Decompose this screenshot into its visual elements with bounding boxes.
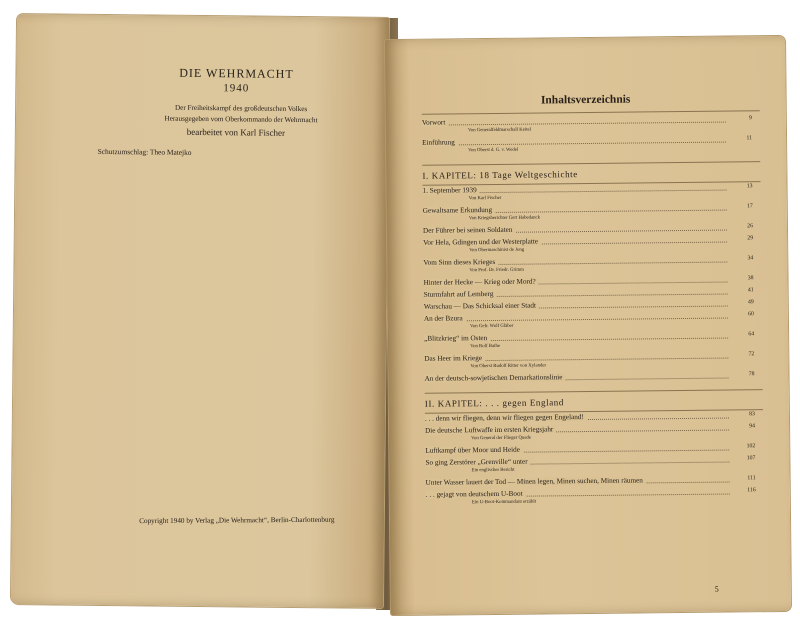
toc-entry-page: 83: [749, 411, 755, 418]
toc-entry-title: Sturmfahrt auf Lemberg: [424, 290, 497, 299]
editor-line: bearbeitet von Karl Fischer: [186, 126, 286, 138]
page-number: 5: [714, 584, 719, 594]
leader-dots: [422, 142, 726, 146]
leader-dots: [424, 318, 728, 322]
left-page: [11, 14, 389, 608]
toc-entry-author: Von Karl Fischer: [468, 195, 502, 202]
toc-entry-title: Vom Sinn dieses Krieges: [423, 258, 498, 267]
toc-entry-page: 60: [748, 311, 754, 318]
toc-entry-title: . . . gejagt von deutschem U-Boot: [426, 490, 526, 499]
toc-entry-title: Das Heer im Kriege: [424, 354, 485, 363]
toc-entry-author: Von Generalfeldmarschall Keitel: [467, 127, 532, 134]
publisher-line: Herausgegeben vom Oberkommando der Wehrmacht: [164, 114, 318, 125]
toc-entry-page: 94: [749, 423, 756, 430]
open-book: [4, 12, 796, 612]
toc-entry-author: Von Gefr. Wolf Gläber: [469, 323, 514, 330]
toc-heading: Inhaltsverzeichnis: [540, 93, 631, 107]
toc-entry-page: 11: [746, 135, 753, 142]
chapter-heading: II. KAPITEL: . . . gegen England: [424, 397, 565, 409]
toc-entry-page: 38: [747, 275, 754, 282]
toc-entry-title: So ging Zerstörer „Grenville“ unter: [425, 458, 530, 467]
book-title: DIE WEHRMACHT: [179, 65, 294, 81]
toc-entry-page: 34: [747, 255, 754, 262]
toc-entry-title: An der Bzura: [424, 314, 466, 322]
toc-entry-page: 29: [747, 235, 754, 242]
toc-entry-title: Vorwort: [422, 118, 449, 126]
subtitle-line: Der Freiheitskampf des großdeutschen Volkes: [174, 103, 308, 114]
toc-entry-author: Von Kriegsberichter Gert Habedanck: [468, 215, 541, 222]
section-divider: [422, 161, 760, 166]
toc-entry-title: . . . denn wir fliegen, denn wir fliegen gegen Engeland!: [425, 413, 587, 423]
toc-entry-page: 78: [748, 371, 755, 378]
toc-entry-page: 107: [746, 455, 756, 462]
toc-entry-title: 1. September 1939: [423, 186, 480, 195]
toc-entry-title: Vor Hela, Gdingen und der Westerplatte: [423, 237, 541, 246]
toc-entry-title: Hinter der Hecke — Krieg oder Mord?: [424, 278, 539, 287]
toc-entry-page: 9: [748, 115, 752, 122]
toc-entry-title: Luftkampf über Moor und Heide: [425, 446, 523, 455]
toc-entry: [425, 371, 755, 386]
toc-entry-author: Von Obermaschinist de Jong: [469, 247, 525, 254]
toc-entry-author: Von Oberst d. G. v. Wedel: [468, 147, 519, 154]
toc-entry-page: 116: [747, 487, 756, 494]
book-year: 1940: [223, 82, 250, 95]
toc-entry-page: 49: [747, 299, 754, 306]
leader-dots: [422, 122, 726, 126]
toc-entry-title: Unter Wasser lauert der Tod — Minen legen, Minen suchen, Minen räumen: [426, 476, 646, 486]
toc-entry-page: 17: [746, 203, 753, 210]
section-divider: [425, 389, 763, 394]
toc-entry-author: Von General der Flieger Quade: [471, 435, 532, 442]
right-page: [385, 36, 791, 615]
toc-entry-title: Gewaltsame Erkundung: [423, 206, 495, 215]
toc-entry-title: An der deutsch-sowjetischen Demarkationslinie: [425, 373, 566, 382]
toc-entry-author: Von Oberst Rudolf Ritter von Xylander: [470, 363, 547, 370]
toc-entry-title: Der Führer bei seinen Soldaten: [423, 226, 516, 235]
toc-entry-page: 13: [746, 183, 753, 190]
toc-entry-title: Die deutsche Luftwaffe im ersten Kriegsjahr: [425, 425, 556, 434]
toc-entry-page: 102: [746, 443, 756, 450]
toc-entry-page: 64: [748, 331, 755, 338]
toc-entry-author: Von Rolf Bathe: [470, 343, 501, 350]
cover-credit: Schutzumschlag: Theo Matejko: [97, 146, 192, 157]
chapter-heading: I. KAPITEL: 18 Tage Weltgeschichte: [422, 169, 578, 181]
copyright-line: Copyright 1940 by Verlag „Die Wehrmacht“, Berlin-Charlottenburg: [139, 515, 335, 526]
toc-entry-author: Von Prof. Dr. Friedr. Grimm: [469, 267, 524, 274]
toc-entry-title: Einführung: [422, 138, 458, 146]
toc-entry-title: Warschau — Das Schicksal einer Stadt: [424, 302, 539, 311]
toc-entry-author: Ein U-Boot-Kommandant erzählt: [471, 499, 537, 506]
toc-entry-page: 41: [747, 287, 754, 294]
toc-entry-author: Ein englischer Bericht: [471, 467, 515, 474]
section-divider: [422, 110, 760, 115]
toc-entry-title: „Blitzkrieg“ im Osten: [424, 334, 490, 343]
toc-entry-page: 72: [748, 351, 755, 358]
toc-entry-page: 26: [747, 223, 754, 230]
toc-entry-page: 111: [747, 475, 756, 482]
